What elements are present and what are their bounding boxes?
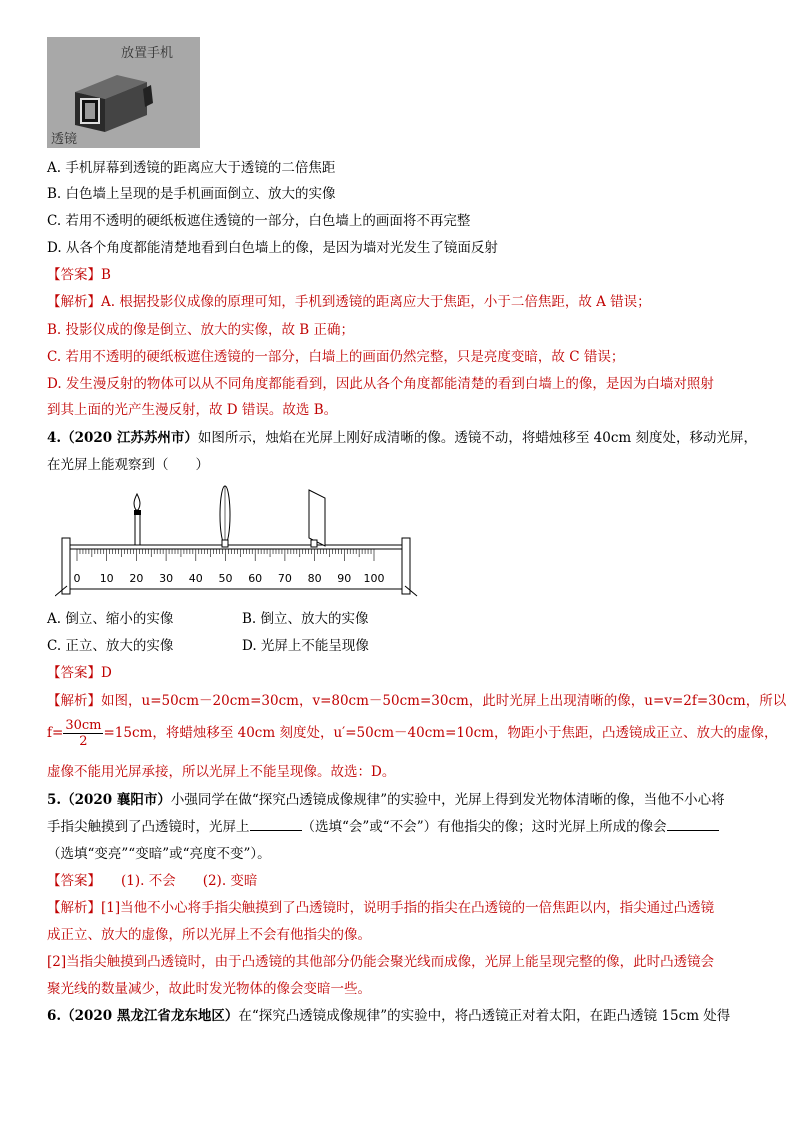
ruler-tick-label: 80 [307,572,322,585]
q5-stem-1 [47,791,725,809]
q5-stem-2 [47,818,719,836]
q3-analysis-3: C. 若用不透明的硬纸板遮住透镜的一部分，白墙上的画面仍然完整，只是亮度变暗，故 C 错误； [47,349,625,365]
ruler-tick-label: 60 [248,572,263,585]
answer-tag: 【答案】 [47,267,101,283]
ruler-tick-label: 30 [159,572,174,585]
answer-blank-2 [667,818,719,831]
answer-value: B [101,267,111,283]
convex-lens [220,486,230,547]
photo-label-lens: 透镜 [51,132,78,147]
q6-stem-1 [47,1007,730,1025]
optical-bench-figure [55,482,420,602]
q4-stem-1 [47,429,757,447]
analysis-tag: 【解析】 [47,693,101,709]
q5-analysis-2: 成正立、放大的虚像，所以光屏上不会有他指尖的像。 [47,927,371,943]
q5-analysis-1 [47,899,714,917]
ruler-tick-label: 100 [363,572,385,585]
fraction-denominator: 2 [79,734,88,749]
q3-option-a: A. 手机屏幕到透镜的距离应大于透镜的二倍焦距 [47,160,336,176]
analysis-text: [1]当他不小心将手指尖触摸到了凸透镜时，说明手指的指尖在凸透镜的一倍焦距以内，指尖通过凸透镜 [101,900,715,916]
analysis-tag: 【解析】 [47,900,101,916]
answer-tag: 【答案】 [47,873,101,889]
q3-option-b: B. 白色墙上呈现的是手机画面倒立、放大的实像 [47,186,336,202]
q3-analysis-4: D. 发生漫反射的物体可以从不同角度都能看到，因此从各个角度都能清楚的看到白墙上的像，是因为白墙对照射 [47,376,714,392]
q3-analysis-1 [47,293,651,311]
q5-stem-text: 小强同学在做“探究凸透镜成像规律”的实验中，光屏上得到发光物体清晰的像，当他不小心将 [170,792,725,808]
answer-blank-1 [250,818,302,831]
ruler-body [70,545,402,589]
fraction [63,718,103,749]
q5-stem-3: （选填“变亮”“变暗”或“亮度不变”）。 [47,846,271,862]
q4-answer [47,664,112,682]
ruler-tick-label: 0 [73,572,81,585]
answer-tag: 【答案】 [47,665,101,681]
q5-analysis-4: 聚光线的数量减少，故此时发光物体的像会变暗一些。 [47,981,371,997]
photo-label-phone: 放置手机 [121,46,174,61]
q6-stem-text: 在“探究凸透镜成像规律”的实验中，将凸透镜正对着太阳，在距凸透镜 15cm 处得 [238,1008,731,1024]
q4-source: （2020 江苏苏州市） [61,430,198,446]
ruler-tick-label: 70 [277,572,292,585]
ruler-tick-label: 20 [129,572,144,585]
q4-stem-2: 在光屏上能观察到（ ） [47,457,209,473]
q4-option-b: B. 倒立、放大的实像 [242,611,369,627]
q4-option-a: A. 倒立、缩小的实像 [47,611,174,627]
q3-analysis-5: 到其上面的光产生漫反射，故 D 错误。故选 B。 [47,402,338,418]
light-screen [309,490,325,547]
q4-number: 4. [47,430,62,446]
q4-analysis-2 [47,718,777,749]
q6-source: （2020 黑龙江省龙东地区） [61,1008,239,1024]
q5-analysis-3: [2]当指尖触摸到凸透镜时，由于凸透镜的其他部分仍能会聚光线而成像，光屏上能呈现完整的像，此时凸透镜会 [47,954,715,970]
q4-analysis-1 [47,692,786,710]
ruler-tick-label: 40 [188,572,203,585]
candle [134,494,141,545]
q3-option-d: D. 从各个角度都能清楚地看到白色墙上的像，是因为墙对光发生了镜面反射 [47,240,498,256]
analysis-text: 如图，u=50cm－20cm=30cm，v=80cm－50cm=30cm，此时光屏上出现清晰的像，u=v=2f=30cm，所以 [101,693,787,709]
fraction-numerator: 30cm [65,718,102,733]
q3-analysis-2: B. 投影仪成的像是倒立、放大的实像，故 B 正确； [47,322,355,338]
right-stand [402,538,410,594]
q5-number: 5. [47,792,62,808]
q5-answer [47,872,257,890]
projector-photo [47,37,200,148]
analysis-text: =15cm，将蜡烛移至 40cm 刻度处，u′=50cm－40cm=10cm，物距小于焦距，凸透镜成正立、放大的虚像， [103,725,778,741]
q4-stem-text: 如图所示，烛焰在光屏上刚好成清晰的像。透镜不动，将蜡烛移至 40cm 刻度处，移动光屏， [197,430,757,446]
analysis-tag: 【解析】 [47,294,101,310]
q3-option-c: C. 若用不透明的硬纸板遮住透镜的一部分，白色墙上的画面将不再完整 [47,213,471,229]
f-prefix: f= [47,725,64,741]
q4-analysis-3: 虚像不能用光屏承接，所以光屏上不能呈现像。故选：D。 [47,764,396,780]
q5-stem-text: 手指尖触摸到了凸透镜时，光屏上 [47,819,250,835]
ruler-tick-label: 90 [337,572,352,585]
q4-option-c: C. 正立、放大的实像 [47,638,174,654]
ruler-tick-label: 10 [99,572,114,585]
q6-number: 6. [47,1008,62,1024]
q3-answer [47,266,111,284]
q5-source: （2020 襄阳市） [61,792,171,808]
q4-option-d: D. 光屏上不能呈现像 [242,638,369,654]
left-stand [62,538,70,594]
answer-value: D [101,665,112,681]
ruler-tick-label: 50 [218,572,233,585]
answer-value: (1). 不会 (2). 变暗 [121,873,258,889]
candle-flame [134,494,140,510]
analysis-text: A. 根据投影仪成像的原理可知，手机到透镜的距离应大于焦距，小于二倍焦距，故 A 错误； [101,294,651,310]
q5-stem-text: （选填“会”或“不会”）有他指尖的像；这时光屏上所成的像会 [301,819,667,835]
